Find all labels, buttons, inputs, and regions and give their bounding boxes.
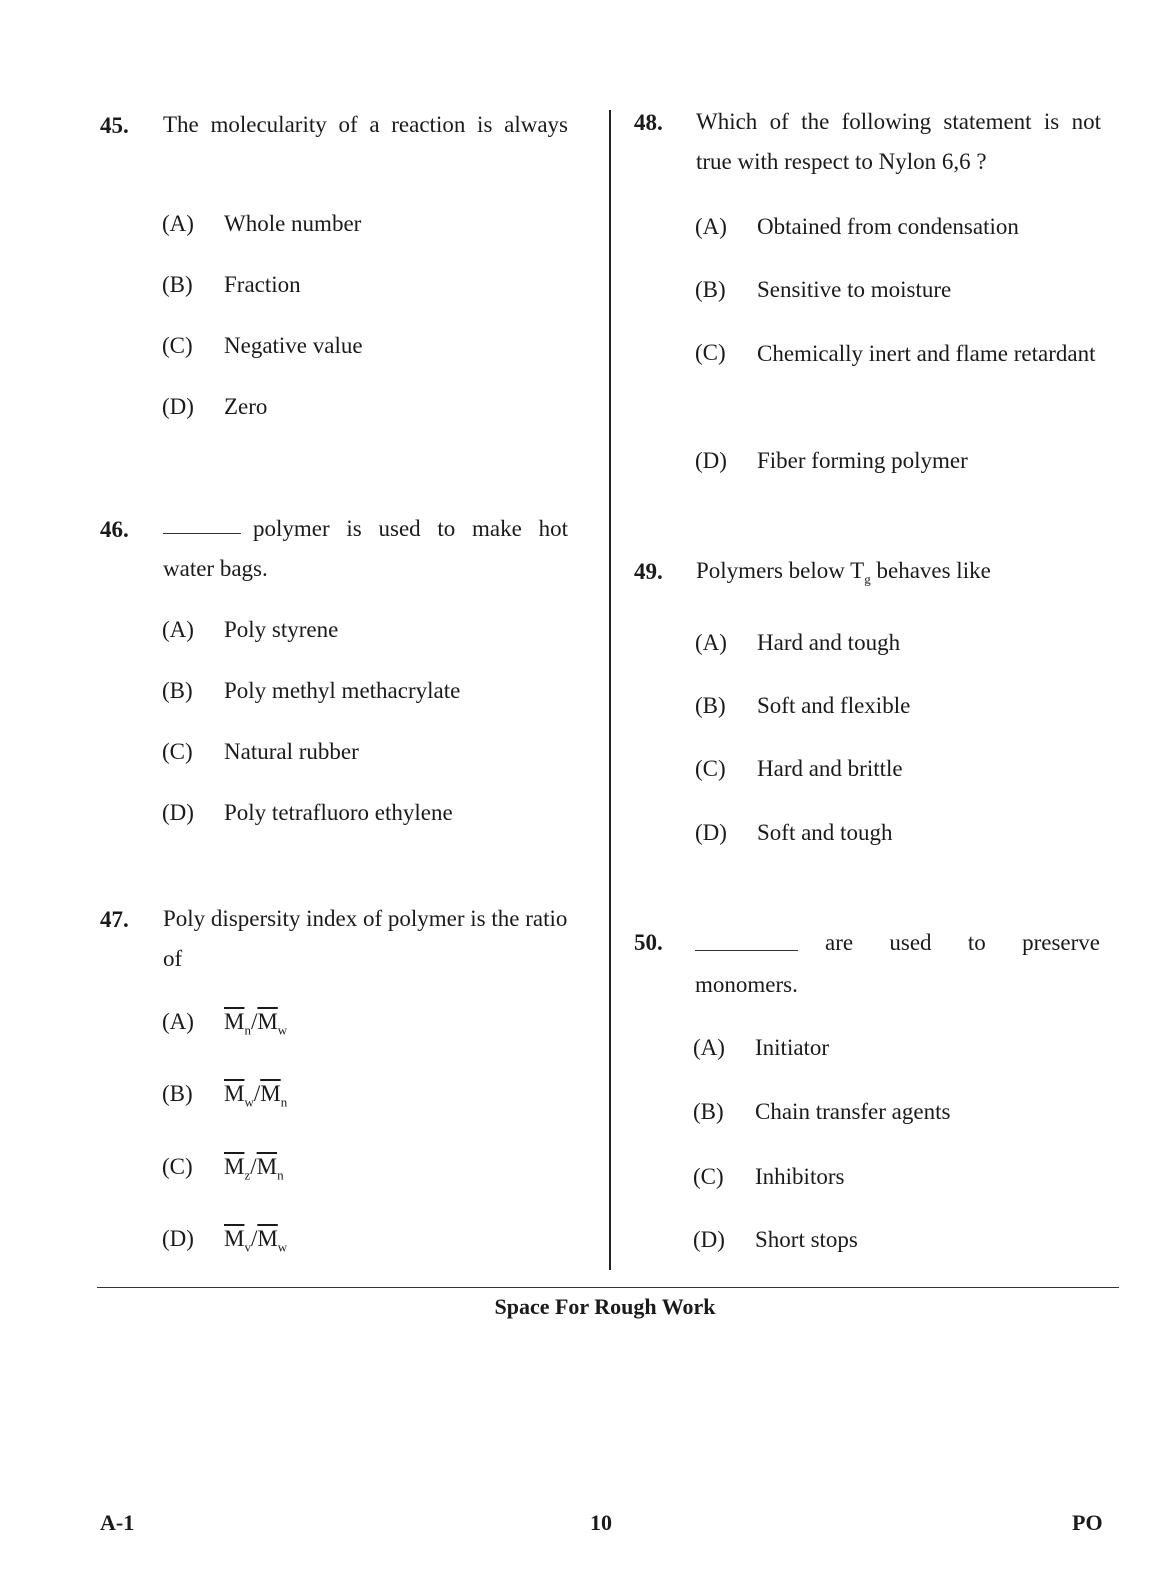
option-label: (B) [695,693,726,718]
option-a[interactable] [693,1035,829,1061]
rough-work-heading: Space For Rough Work [494,1294,716,1319]
option-label: (C) [695,756,726,781]
option-label: (C) [693,1164,724,1189]
option-label: (C) [162,333,193,358]
ratio-formula: $\overline{M}_w/\overline{M}_n$ [224,1081,288,1110]
option-c[interactable] [162,739,359,765]
ratio-formula: $\overline{M}_z/\overline{M}_n$ [224,1154,284,1183]
numerator-subscript: n [244,1022,251,1038]
option-label: (C) [162,739,193,764]
numerator: $\overline{M}$ [224,1226,245,1251]
column-divider [609,110,611,1270]
option-label: (D) [693,1227,725,1252]
numerator-subscript: z [244,1167,251,1183]
option-text: Zero [224,394,268,419]
option-a[interactable] [695,630,900,656]
question-stem [163,509,568,589]
question-stem: Which of the following statement is not true with respect to Nylon 6,6 ? [696,109,1101,174]
footer-subject: PO [1072,1510,1103,1535]
option-text: Sensitive to moisture [757,277,952,302]
option-b[interactable] [162,272,301,298]
option-a[interactable] [695,214,1019,240]
answer-blank [695,950,798,951]
question-stem [695,922,1100,1006]
option-label: (C) [162,1154,193,1179]
question-number: 50. [634,930,663,955]
option-c[interactable] [162,333,363,359]
denominator: $\overline{M}$ [256,1154,278,1179]
question-stem: Poly dispersity index of polymer is the ratio of [163,906,568,971]
option-b[interactable] [162,1081,287,1111]
option-label: (A) [695,630,727,655]
option-text: Whole number [224,211,362,236]
denominator-subscript: n [277,1167,284,1183]
question-number: 49. [634,559,663,584]
answer-blank [163,533,241,534]
footer-code: A-1 [100,1510,135,1535]
option-a[interactable] [162,211,361,237]
option-text: Chemically inert and flame retardant [757,341,1096,366]
option-label: (C) [695,340,726,365]
question-stem [696,551,1101,600]
option-b[interactable] [695,277,951,303]
rough-work-divider [97,1287,1119,1288]
option-text: Poly tetrafluoro ethylene [224,800,453,825]
stem-text: Polymers below T [696,558,865,583]
question-number: 48. [634,110,663,135]
option-d[interactable] [162,394,267,420]
numerator: $\overline{M}$ [224,1009,245,1034]
option-label: (D) [162,394,194,419]
option-label: (A) [162,211,194,236]
option-label: (D) [162,800,194,825]
option-label: (B) [162,678,193,703]
denominator: $\overline{M}$ [260,1081,281,1106]
denominator: $\overline{M}$ [257,1009,278,1034]
option-label: (B) [162,1081,193,1106]
option-c[interactable] [693,1164,844,1190]
option-label: (B) [693,1099,724,1124]
option-text: Chain transfer agents [755,1099,951,1124]
question-number: 47. [100,907,129,932]
option-label: (A) [162,1009,194,1034]
option-text: Negative value [224,333,363,358]
option-text: Natural rubber [224,739,359,764]
numerator-subscript: v [244,1239,251,1255]
option-d[interactable] [693,1227,858,1253]
option-d[interactable] [695,820,892,846]
option-b[interactable] [693,1099,950,1125]
option-text: Inhibitors [755,1164,845,1189]
option-label: (A) [693,1035,725,1060]
denominator-subscript: w [277,1239,288,1255]
option-text: Fraction [224,272,301,297]
option-b[interactable] [162,678,460,704]
option-a[interactable] [162,1009,287,1039]
option-label: (D) [695,448,727,473]
option-label: (B) [162,272,193,297]
option-d[interactable] [162,1226,287,1256]
option-c[interactable] [695,756,903,782]
option-text: Fiber forming polymer [757,448,968,473]
option-text: Soft and tough [757,820,893,845]
question-number: 46. [100,517,129,542]
option-b[interactable] [695,693,910,719]
option-text: Hard and brittle [757,756,903,781]
option-text: Poly methyl methacrylate [224,678,461,703]
option-a[interactable] [162,617,338,643]
denominator-subscript: n [280,1094,288,1110]
denominator-subscript: w [277,1022,288,1038]
stem-text: behaves like [870,558,991,583]
option-text: Hard and tough [757,630,901,655]
option-text: Soft and flexible [757,693,911,718]
option-text: Short stops [755,1227,858,1252]
ratio-formula: $\overline{M}_v/\overline{M}_w$ [224,1226,288,1255]
question-number: 45. [100,113,129,138]
option-label: (B) [695,277,726,302]
stem-subscript: g [864,571,871,587]
option-d[interactable] [695,448,968,474]
option-c[interactable] [162,1154,284,1184]
page-number: 10 [590,1510,612,1535]
option-c[interactable] [695,340,1100,376]
question-stem-text: are used to preserve monomers. [695,930,1100,997]
option-text: Poly styrene [224,617,339,642]
option-label: (D) [695,820,727,845]
option-label: (D) [162,1226,194,1251]
option-text: Obtained from condensation [757,214,1019,239]
option-label: (A) [695,214,727,239]
denominator: $\overline{M}$ [257,1226,278,1251]
question-stem: The molecularity of a reaction is always [163,112,568,137]
option-label: (A) [162,617,194,642]
numerator: $\overline{M}$ [224,1081,245,1106]
numerator: $\overline{M}$ [224,1154,245,1179]
ratio-formula: $\overline{M}_n/\overline{M}_w$ [224,1009,288,1038]
option-text: Initiator [755,1035,830,1060]
option-d[interactable] [162,800,453,826]
question-stem-text: polymer is used to make hot water bags. [163,516,568,581]
numerator-subscript: w [244,1094,254,1110]
